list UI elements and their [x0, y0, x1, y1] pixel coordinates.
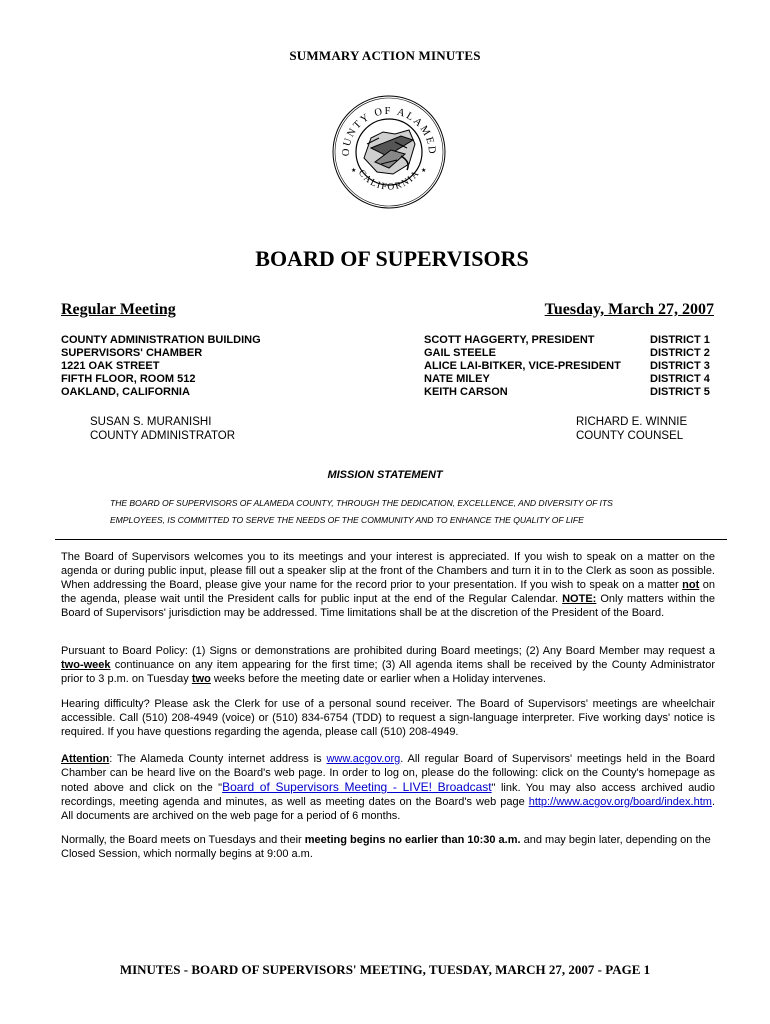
page-title: BOARD OF SUPERVISORS — [255, 246, 529, 271]
emphasis: meeting begins no earlier than 10:30 a.m. — [304, 834, 521, 846]
accessibility-paragraph: Hearing difficulty? Please ask the Clerk for use of a personal sound receiver. The Board of Supervisors' meetings are wheelchair accessible. Call (510) 208-4949 (voice) or (510) 834-6754 (TDD) to request a sign-language interpreter. Five working days' notice is required. If you have questions regarding the agenda, please call (510) 208-4949. — [61, 698, 715, 738]
county-counsel — [576, 415, 687, 443]
board-members-list — [424, 334, 621, 399]
text: weeks before the meeting date or earlier when a Holiday intervenes. — [210, 673, 546, 685]
address-line: 1221 OAK STREET — [61, 360, 160, 372]
address-line: SUPERVISORS' CHAMBER — [61, 347, 203, 359]
svg-text:★: ★ — [351, 167, 357, 174]
meeting-address — [61, 334, 261, 399]
meeting-type: Regular Meeting — [61, 301, 176, 318]
member-name: GAIL STEELE — [424, 347, 496, 359]
meeting-time-paragraph — [61, 833, 715, 861]
text: continuance on any item appearing for the first time; (3) All agenda items shall be received by the County Administrator prior to 3 p.m. on Tuesday — [61, 659, 715, 685]
counsel-name: RICHARD E. WINNIE — [576, 416, 688, 428]
text: Normally, the Board meets on Tuesdays and their — [61, 834, 305, 846]
emphasis: not — [682, 579, 700, 591]
page-header: SUMMARY ACTION MINUTES — [289, 48, 481, 63]
text: : The Alameda County internet address is — [109, 753, 327, 765]
address-line: FIFTH FLOOR, ROOM 512 — [61, 373, 196, 385]
emphasis: two — [191, 673, 211, 685]
text: Only matters within the Board of Supervisors' jurisdiction may be addressed. Time limitations shall be at the discretion of the President of the Board. — [61, 593, 716, 619]
member-name: ALICE LAI-BITKER, VICE-PRESIDENT — [424, 360, 621, 372]
emphasis: two-week — [61, 659, 111, 671]
member-name: SCOTT HAGGERTY, PRESIDENT — [424, 334, 595, 346]
member-name: NATE MILEY — [424, 373, 490, 385]
county-administrator — [90, 415, 235, 443]
county-seal-logo — [331, 92, 447, 212]
address-line: COUNTY ADMINISTRATION BUILDING — [61, 334, 261, 346]
attention-label: Attention — [61, 753, 110, 765]
mission-line: EMPLOYEES, IS COMMITTED TO SERVE THE NEEDS OF THE COMMUNITY AND TO ENHANCE THE QUALITY OF LIFE — [110, 515, 584, 525]
administrator-name: SUSAN S. MURANISHI — [90, 416, 212, 428]
board-index-link[interactable]: http://www.acgov.org/board/index.htm — [528, 796, 712, 808]
live-broadcast-link[interactable]: Board of Supervisors Meeting - LIVE! Broadcast — [222, 780, 492, 794]
member-district: DISTRICT 1 — [650, 334, 710, 346]
meeting-date: Tuesday, March 27, 2007 — [544, 301, 714, 318]
mission-line: THE BOARD OF SUPERVISORS OF ALAMEDA COUNTY, THROUGH THE DEDICATION, EXCELLENCE, AND DIVERSITY OF ITS — [110, 498, 613, 508]
mission-statement — [110, 495, 710, 529]
mission-heading: MISSION STATEMENT — [327, 469, 443, 481]
internet-paragraph — [61, 752, 715, 823]
board-policy-paragraph — [61, 644, 715, 686]
svg-text:★: ★ — [421, 167, 427, 174]
member-district: DISTRICT 4 — [650, 373, 710, 385]
text: on the agenda, please wait until the President calls for public input at the end of the Regular Calendar. — [61, 579, 715, 605]
member-district: DISTRICT 2 — [650, 347, 710, 359]
divider — [55, 539, 727, 540]
text: and may begin later, depending on the Closed Session, which normally begins at 9:00 a.m. — [61, 834, 711, 860]
administrator-title: COUNTY ADMINISTRATOR — [90, 430, 236, 442]
acgov-link[interactable]: www.acgov.org — [326, 753, 401, 765]
svg-text:CALIFORNIA: CALIFORNIA — [355, 168, 423, 193]
welcome-paragraph — [61, 550, 715, 620]
text: . All regular Board of Supervisors' meetings held in the Board Chamber can be heard live on the Board's web page. In order to log on, please do the following: click on the County's homepage as noted above and click on the " — [61, 753, 715, 794]
text: The Board of Supervisors welcomes you to its meetings and your interest is appreciated. If you wish to speak on a matter on the agenda or during public input, please fill out a speaker slip at the front of the Chambers and turn it in to the Clerk as soon as possible. When addressing the Board, please give your name for the record prior to your presentation. If you wish to speak on a matter — [61, 551, 715, 591]
text: Pursuant to Board Policy: (1) Signs or demonstrations are prohibited during Board meetings; (2) Any Board Member may request a — [61, 645, 715, 657]
member-district: DISTRICT 5 — [650, 386, 710, 398]
member-district: DISTRICT 3 — [650, 360, 710, 372]
districts-list — [650, 334, 710, 399]
text: . All documents are archived on the web page for a period of 6 months. — [61, 796, 715, 822]
counsel-title: COUNTY COUNSEL — [576, 430, 684, 442]
address-line: OAKLAND, CALIFORNIA — [61, 386, 190, 398]
text: " link. You may also access archived audio recordings, meeting agenda and minutes, as well as meeting dates on the Board's web page — [61, 782, 715, 808]
page-footer: MINUTES - BOARD OF SUPERVISORS' MEETING, TUESDAY, MARCH 27, 2007 - PAGE 1 — [119, 962, 651, 977]
svg-text:COUNTY OF ALAMEDA: OUNTY OF ALAMED — [340, 105, 438, 157]
note-label: NOTE: — [562, 593, 597, 605]
member-name: KEITH CARSON — [424, 386, 508, 398]
